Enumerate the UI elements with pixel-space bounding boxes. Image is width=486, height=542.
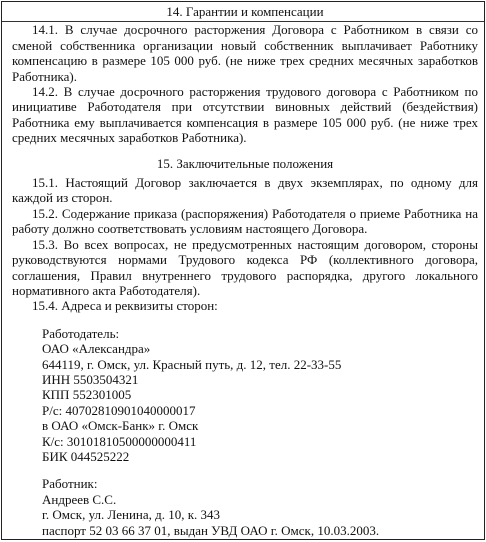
employer-account: Р/с: 40702810901040000017: [42, 402, 196, 418]
employee-details: [42, 476, 478, 538]
clause-14-1: 14.1. В случае досрочного расторжения Договора с Работником в связи со сменой собственника организации новый собственник выплачивает Работнику компенсацию в размере 105 000 руб. (не ниже трех средних месячных заработков Работника).: [12, 22, 478, 84]
employer-label: Работодатель:: [42, 325, 120, 341]
employee-name: Андреев С.С.: [42, 491, 117, 507]
employee-label: Работник:: [42, 476, 98, 492]
employer-bik: БИК 044525222: [42, 448, 130, 464]
clause-14-2: 14.2. В случае досрочного расторжения трудового договора с Работником по инициативе Работодателя при отсутствии виновных действий (бездействия) Работника ему выплачивается компенсация в размере 105 000 руб. (не ниже трех средних месячных заработков Работника).: [12, 84, 478, 146]
clause-15-2: 15.2. Содержание приказа (распоряжения) Работодателя о приеме Работника на работу должно соответствовать условиям настоящего Договора.: [12, 205, 478, 237]
employer-address: 644119, г. Омск, ул. Красный путь, д. 12, тел. 22-33-55: [42, 356, 342, 372]
clause-15-1: 15.1. Настоящий Договор заключается в двух экземплярах, по одному для каждой из сторон.: [12, 175, 478, 206]
employer-kpp: КПП 552301005: [42, 387, 132, 403]
employer-corr-account: К/с: 30101810500000000411: [42, 433, 197, 449]
clause-15-3: 15.3. Во всех вопросах, не предусмотренных настоящим договором, стороны руководствуются нормами Трудового кодекса РФ (коллективного договора, соглашения, Правил внутреннего трудового распорядка, другого локального нормативного акта Работодателя).: [12, 236, 478, 298]
employee-address: г. Омск, ул. Ленина, д. 10, к. 343: [42, 507, 221, 523]
employer-inn: ИНН 5503504321: [42, 371, 139, 387]
employer-name: ОАО «Александра»: [42, 341, 151, 357]
section-15-title: 15. Заключительные положения: [156, 155, 334, 171]
employer-bank: в ОАО «Омск-Банк» г. Омск: [42, 418, 199, 434]
employee-passport: паспорт 52 03 66 37 01, выдан УВД ОАО г. Омск, 10.03.2003.: [42, 522, 380, 538]
employer-details: [42, 326, 478, 465]
clause-15-4: 15.4. Адреса и реквизиты сторон:: [32, 298, 218, 314]
section-14-title: 14. Гарантии и компенсации: [166, 4, 324, 19]
contract-page: [1, 1, 485, 540]
